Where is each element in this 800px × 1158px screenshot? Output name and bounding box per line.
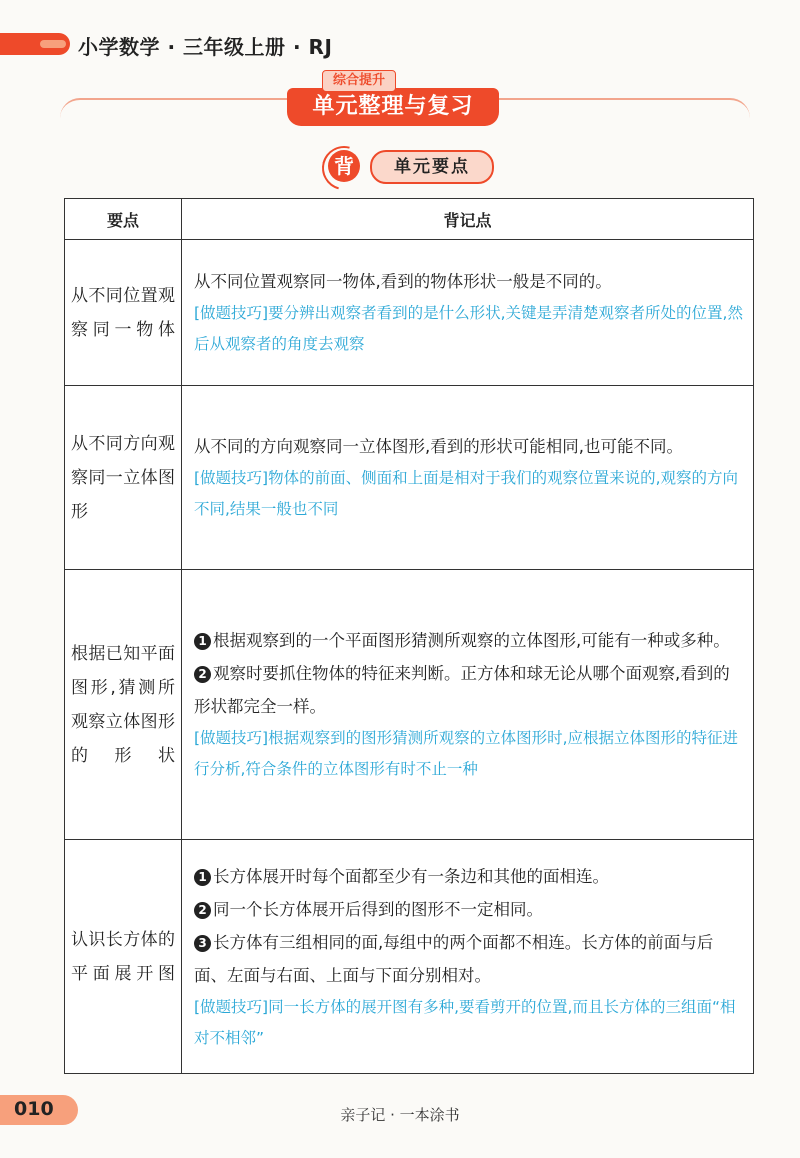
recite-line xyxy=(194,893,745,926)
section-banner-title: 单元整理与复习 xyxy=(287,88,499,126)
recite-line: 从不同位置观察同一物体,看到的物体形状一般是不同的。 xyxy=(194,272,612,291)
tip-label: [做题技巧] xyxy=(194,997,269,1016)
tip-body: 要分辨出观察者看到的是什么形状,关键是弄清楚观察者所处的位置,然后从观察者的角度去观察 xyxy=(194,304,743,353)
section-banner-tag: 综合提升 xyxy=(322,70,396,92)
recite-cell xyxy=(182,386,754,570)
tip-label: [做题技巧] xyxy=(194,304,269,322)
number-marker-3: 3 xyxy=(194,935,211,952)
table-row xyxy=(65,386,754,570)
recite-line xyxy=(194,860,745,893)
recite-cell xyxy=(182,840,754,1074)
column-header-point: 要点 xyxy=(65,199,182,240)
recite-line xyxy=(194,657,745,723)
tip-text xyxy=(194,992,745,1054)
tip-label: [做题技巧] xyxy=(194,729,269,747)
unit-key-points-title: 单元要点 xyxy=(370,150,494,184)
number-marker-2: 2 xyxy=(194,666,211,683)
point-cell: 认识长方体的平面展开图 xyxy=(65,840,182,1074)
tip-body: 根据观察到的图形猜测所观察的立体图形时,应根据立体图形的特征进行分析,符合条件的立体图形有时不止一种 xyxy=(194,729,739,778)
footer-brand: 亲子记 · 一本涂书 xyxy=(340,1106,460,1124)
column-header-recite: 背记点 xyxy=(182,199,754,240)
book-title: 小学数学 · 三年级上册 · RJ xyxy=(78,35,333,59)
recite-cell xyxy=(182,570,754,840)
recite-line xyxy=(194,624,745,657)
table-row xyxy=(65,570,754,840)
number-marker-1: 1 xyxy=(194,633,211,650)
recite-line-text: 长方体展开时每个面都至少有一条边和其他的面相连。 xyxy=(213,866,609,886)
recite-line-text: 根据观察到的一个平面图形猜测所观察的立体图形,可能有一种或多种。 xyxy=(213,631,730,650)
recite-line-text: 长方体有三组相同的面,每组中的两个面都不相连。长方体的前面与后面、左面与右面、上面与下面分别相对。 xyxy=(194,932,714,985)
table-header-row xyxy=(65,199,754,240)
tip-text xyxy=(194,298,745,360)
tip-label: [做题技巧] xyxy=(194,469,269,487)
header-accent-stripe xyxy=(40,40,66,48)
tip-body: 同一长方体的展开图有多种,要看剪开的位置,而且长方体的三组面“相对不相邻” xyxy=(194,997,736,1047)
recite-line: 从不同的方向观察同一立体图形,看到的形状可能相同,也可能不同。 xyxy=(194,437,683,456)
page-number: 010 xyxy=(14,1098,54,1120)
point-cell: 根据已知平面图形,猜测所观察立体图形的形状 xyxy=(65,570,182,840)
point-cell: 从不同方向观察同一立体图形 xyxy=(65,386,182,570)
recite-cell xyxy=(182,240,754,386)
tip-text xyxy=(194,723,745,785)
recite-line xyxy=(194,926,745,992)
recite-icon: 背 xyxy=(328,150,360,182)
number-marker-2: 2 xyxy=(194,902,211,919)
recite-line-text: 观察时要抓住物体的特征来判断。正方体和球无论从哪个面观察,看到的形状都完全一样。 xyxy=(194,664,730,716)
tip-text xyxy=(194,463,745,525)
table-row xyxy=(65,840,754,1074)
point-cell: 从不同位置观察同一物体 xyxy=(65,240,182,386)
table-row xyxy=(65,240,754,386)
recite-line-text: 同一个长方体展开后得到的图形不一定相同。 xyxy=(213,899,543,919)
tip-body: 物体的前面、侧面和上面是相对于我们的观察位置来说的,观察的方向不同,结果一般也不同 xyxy=(194,469,739,518)
number-marker-1: 1 xyxy=(194,869,211,886)
unit-key-points-heading xyxy=(322,146,492,184)
key-points-table xyxy=(64,198,754,1074)
